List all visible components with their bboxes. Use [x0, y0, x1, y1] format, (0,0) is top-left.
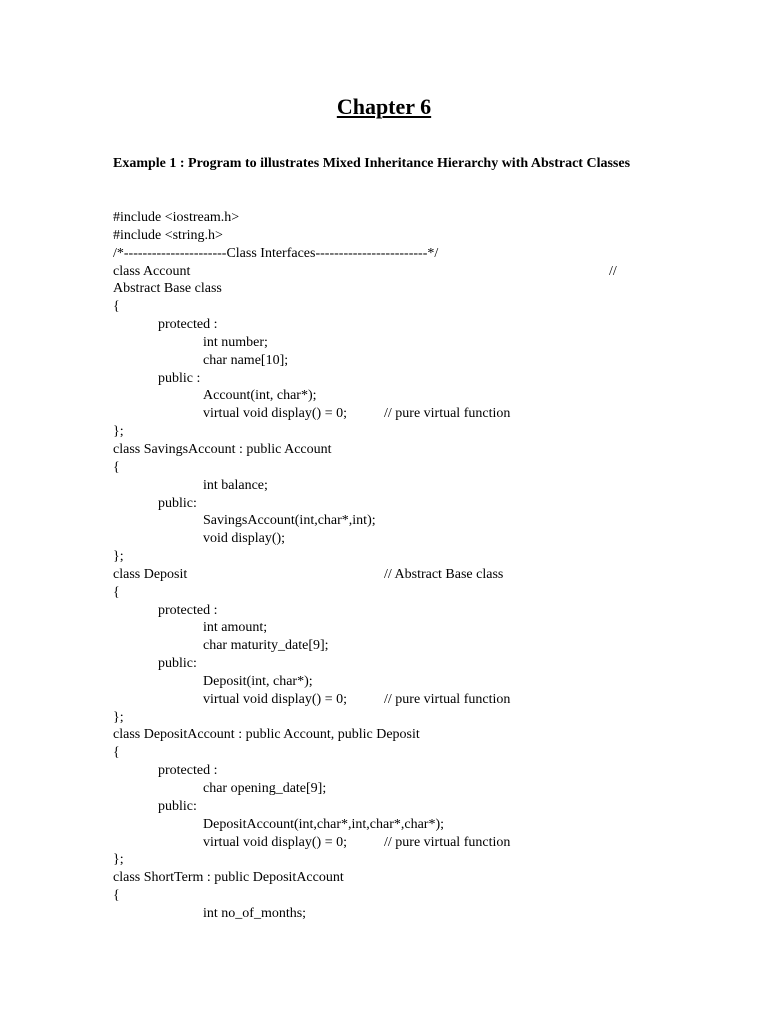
code-line — [113, 691, 633, 709]
code-comment: // Abstract Base class — [384, 566, 504, 582]
code-line — [113, 637, 633, 655]
code-text: }; — [113, 549, 124, 565]
code-text: protected : — [158, 317, 218, 333]
code-line — [113, 405, 633, 423]
code-text: public: — [158, 798, 197, 814]
code-line — [113, 584, 633, 602]
code-text: int balance; — [203, 477, 268, 493]
code-line — [113, 352, 633, 370]
chapter-title: Chapter 6 — [336, 94, 432, 119]
code-line — [113, 834, 633, 852]
code-line — [113, 441, 633, 459]
code-text: { — [113, 299, 120, 315]
code-text: class Deposit — [113, 566, 188, 582]
code-line — [113, 905, 633, 923]
code-line — [113, 512, 633, 530]
code-line — [113, 548, 633, 566]
code-line — [113, 780, 633, 798]
code-text: }; — [113, 709, 124, 725]
code-text: Deposit(int, char*); — [203, 673, 313, 689]
code-text: protected : — [158, 602, 218, 618]
code-line — [113, 816, 633, 834]
code-comment: // pure virtual function — [384, 691, 511, 707]
code-text: }; — [113, 852, 124, 868]
code-line — [113, 655, 633, 673]
code-line — [113, 316, 633, 334]
code-text: #include <iostream.h> — [113, 210, 240, 225]
code-text: class DepositAccount : public Account, public Deposit — [113, 727, 420, 743]
code-text: class Account — [113, 263, 191, 279]
code-text: int no_of_months; — [203, 905, 307, 921]
code-line — [113, 762, 633, 780]
code-line — [113, 798, 633, 816]
code-text: SavingsAccount(int,char*,int); — [203, 513, 376, 529]
code-text: char maturity_date[9]; — [203, 638, 329, 654]
code-text: public: — [158, 656, 197, 672]
code-text: void display(); — [203, 531, 286, 547]
example-heading: Example 1 : Program to illustrates Mixed Inheritance Hierarchy with Abstract Classes — [113, 156, 631, 171]
code-text: { — [113, 888, 120, 904]
code-line — [113, 566, 633, 584]
code-text: virtual void display() = 0; — [203, 406, 347, 422]
code-text: int amount; — [203, 620, 268, 636]
code-line — [113, 280, 633, 298]
code-comment: // — [609, 263, 617, 279]
code-line — [113, 227, 633, 245]
code-text: { — [113, 459, 120, 475]
code-text: { — [113, 584, 120, 600]
code-text: public : — [158, 370, 201, 386]
code-line — [113, 530, 633, 548]
code-line — [113, 619, 633, 637]
code-text: virtual void display() = 0; — [203, 834, 347, 850]
code-line — [113, 869, 633, 887]
code-text: Account(int, char*); — [203, 388, 317, 404]
code-text: char name[10]; — [203, 352, 289, 368]
code-line — [113, 602, 633, 620]
code-line — [113, 709, 633, 727]
code-text: Abstract Base class — [113, 281, 222, 297]
code-line — [113, 851, 633, 869]
code-text: class SavingsAccount : public Account — [113, 441, 332, 457]
code-text: #include <string.h> — [113, 227, 223, 243]
code-line — [113, 887, 633, 905]
code-line — [113, 726, 633, 744]
code-line — [113, 245, 633, 263]
code-text: DepositAccount(int,char*,int,char*,char*); — [203, 816, 445, 832]
code-line — [113, 370, 633, 388]
code-line — [113, 423, 633, 441]
code-text: virtual void display() = 0; — [203, 691, 347, 707]
code-comment: // pure virtual function — [384, 834, 511, 850]
code-text: class ShortTerm : public DepositAccount — [113, 870, 344, 886]
code-text: protected : — [158, 763, 218, 779]
code-text: }; — [113, 424, 124, 440]
code-line — [113, 495, 633, 513]
code-comment: // pure virtual function — [384, 406, 511, 422]
code-line — [113, 673, 633, 691]
code-line — [113, 298, 633, 316]
code-line — [113, 209, 633, 227]
code-text: { — [113, 745, 120, 761]
code-line — [113, 387, 633, 405]
code-text: int number; — [203, 334, 268, 350]
code-line — [113, 263, 633, 281]
code-listing — [113, 209, 633, 923]
code-line — [113, 744, 633, 762]
code-line — [113, 477, 633, 495]
code-text: char opening_date[9]; — [203, 781, 327, 796]
code-text: /*----------------------Class Interfaces------------------------*/ — [113, 245, 439, 261]
code-line — [113, 459, 633, 477]
code-line — [113, 334, 633, 352]
code-text: public: — [158, 495, 197, 511]
